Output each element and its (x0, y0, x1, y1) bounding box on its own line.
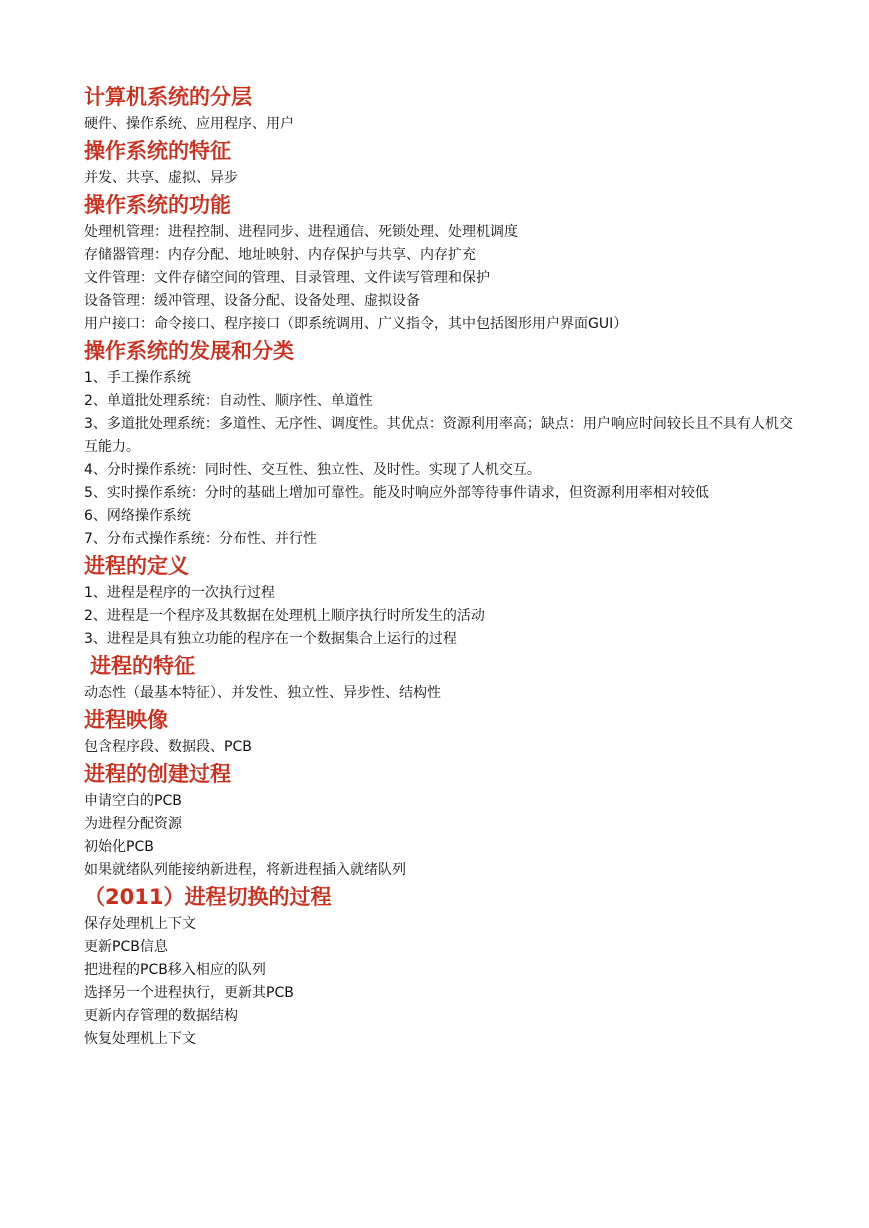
text-line: 把进程的PCB移入相应的队列 (84, 962, 266, 978)
section-heading: 进程映像 (84, 708, 168, 732)
section-os-development (84, 336, 794, 551)
text-line: 4、分时操作系统：同时性、交互性、独立性、及时性。实现了人机交互。 (84, 462, 541, 478)
section-heading: 进程的定义 (84, 554, 189, 578)
text-line: 更新PCB信息 (84, 939, 168, 955)
text-line: 恢复处理机上下文 (84, 1031, 196, 1047)
section-heading: （2011）进程切换的过程 (84, 885, 332, 909)
section-system-layers (84, 82, 794, 136)
text-line: 为进程分配资源 (84, 816, 182, 832)
section-heading: 操作系统的特征 (84, 139, 231, 163)
section-process-features (84, 651, 794, 705)
text-line: 2、单道批处理系统：自动性、顺序性、单道性 (84, 393, 373, 409)
text-line: 动态性（最基本特征）、并发性、独立性、异步性、结构性 (84, 685, 441, 701)
text-line: 1、进程是程序的一次执行过程 (84, 585, 275, 601)
text-line: 选择另一个进程执行，更新其PCB (84, 985, 294, 1001)
text-line: 用户接口：命令接口、程序接口（即系统调用、广义指令，其中包括图形用户界面GUI） (84, 316, 628, 332)
section-process-switch (84, 882, 794, 1051)
text-line: 并发、共享、虚拟、异步 (84, 170, 238, 186)
text-line: 6、网络操作系统 (84, 508, 191, 524)
text-line: 申请空白的PCB (84, 793, 182, 809)
section-os-functions (84, 190, 794, 336)
text-line: 7、分布式操作系统：分布性、并行性 (84, 531, 317, 547)
document-page (84, 82, 794, 1051)
text-line: 3、进程是具有独立功能的程序在一个数据集合上运行的过程 (84, 631, 457, 647)
section-process-image (84, 705, 794, 759)
text-line: 设备管理：缓冲管理、设备分配、设备处理、虚拟设备 (84, 293, 420, 309)
section-heading: 操作系统的功能 (84, 193, 231, 217)
text-line: 5、实时操作系统：分时的基础上增加可靠性。能及时响应外部等待事件请求，但资源利用率相对较低 (84, 485, 709, 501)
text-line: 存储器管理：内存分配、地址映射、内存保护与共享、内存扩充 (84, 247, 476, 263)
text-line: 处理机管理：进程控制、进程同步、进程通信、死锁处理、处理机调度 (84, 224, 518, 240)
section-heading: 操作系统的发展和分类 (84, 339, 294, 363)
text-line: 包含程序段、数据段、PCB (84, 739, 252, 755)
section-heading: 进程的特征 (90, 654, 195, 678)
section-heading: 计算机系统的分层 (84, 85, 252, 109)
text-line: 文件管理：文件存储空间的管理、目录管理、文件读写管理和保护 (84, 270, 490, 286)
text-line: 2、进程是一个程序及其数据在处理机上顺序执行时所发生的活动 (84, 608, 485, 624)
section-os-features (84, 136, 794, 190)
text-line: 如果就绪队列能接纳新进程，将新进程插入就绪队列 (84, 862, 406, 878)
section-heading: 进程的创建过程 (84, 762, 231, 786)
text-line: 硬件、操作系统、应用程序、用户 (84, 116, 294, 132)
text-line: 初始化PCB (84, 839, 154, 855)
text-line: 3、多道批处理系统：多道性、无序性、调度性。其优点：资源利用率高；缺点：用户响应时间较长且不具有人机交互能力。 (84, 416, 793, 455)
text-line: 1、手工操作系统 (84, 370, 191, 386)
text-line: 保存处理机上下文 (84, 916, 196, 932)
text-line: 更新内存管理的数据结构 (84, 1008, 238, 1024)
section-process-definition (84, 551, 794, 651)
section-process-creation (84, 759, 794, 882)
